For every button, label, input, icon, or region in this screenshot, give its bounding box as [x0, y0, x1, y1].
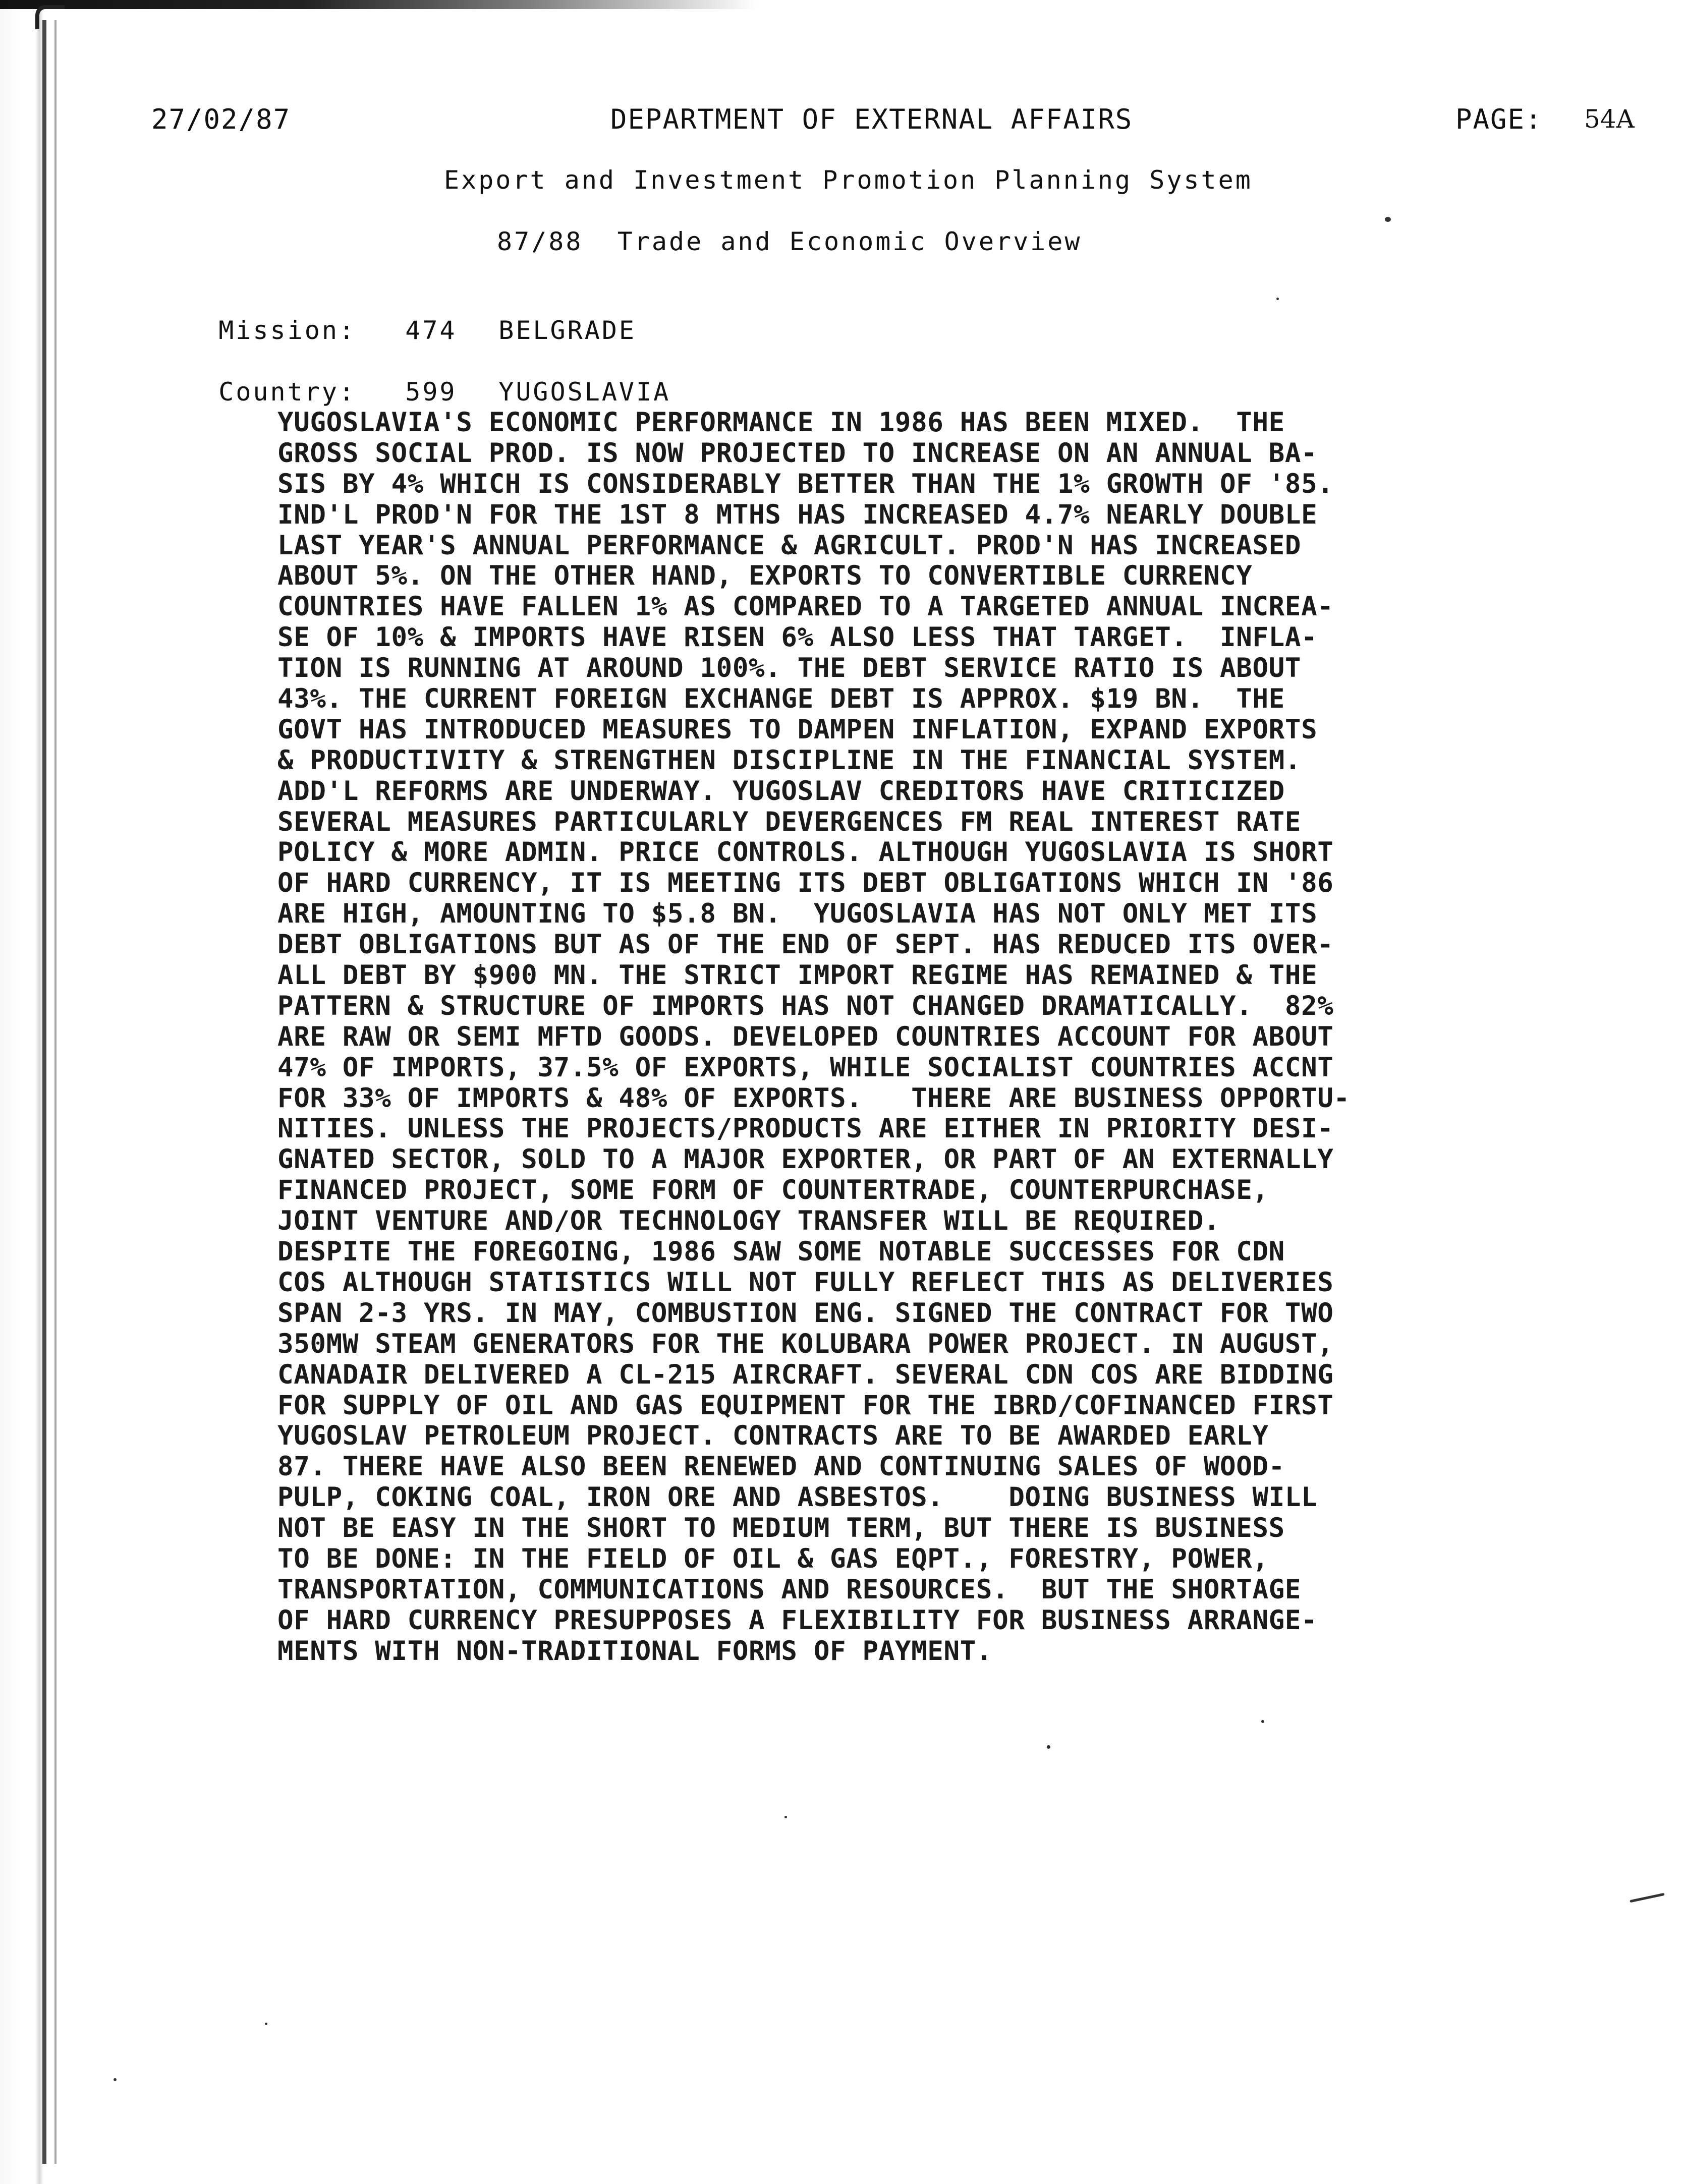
- body-line: ALL DEBT BY $900 MN. THE STRICT IMPORT REGIME HAS REMAINED & THE: [277, 960, 1318, 991]
- body-line: MENTS WITH NON-TRADITIONAL FORMS OF PAYMENT.: [277, 1635, 993, 1666]
- body-line: ABOUT 5%. ON THE OTHER HAND, EXPORTS TO CONVERTIBLE CURRENCY: [277, 560, 1253, 592]
- body-line: DESPITE THE FOREGOING, 1986 SAW SOME NOTABLE SUCCESSES FOR CDN: [277, 1236, 1285, 1268]
- scan-speck: [784, 1816, 787, 1818]
- mission-name: BELGRADE: [498, 316, 637, 345]
- body-line: ARE RAW OR SEMI MFTD GOODS. DEVELOPED COUNTRIES ACCOUNT FOR ABOUT: [277, 1021, 1334, 1052]
- country-row: [184, 348, 670, 407]
- page-label: PAGE:: [1455, 103, 1543, 135]
- body-line: YUGOSLAVIA'S ECONOMIC PERFORMANCE IN 1986 HAS BEEN MIXED. THE: [277, 407, 1285, 438]
- page-number: 54A: [1584, 104, 1635, 134]
- body-line: SIS BY 4% WHICH IS CONSIDERABLY BETTER THAN THE 1% GROWTH OF '85.: [277, 468, 1334, 499]
- body-line: 350MW STEAM GENERATORS FOR THE KOLUBARA POWER PROJECT. IN AUGUST,: [277, 1328, 1334, 1359]
- body-line: FOR SUPPLY OF OIL AND GAS EQUIPMENT FOR THE IBRD/COFINANCED FIRST: [277, 1390, 1334, 1421]
- body-line: CANADAIR DELIVERED A CL-215 AIRCRAFT. SEVERAL CDN COS ARE BIDDING: [277, 1359, 1334, 1390]
- scan-speck: [1276, 298, 1279, 300]
- body-line: COS ALTHOUGH STATISTICS WILL NOT FULLY REFLECT THIS AS DELIVERIES: [277, 1267, 1334, 1298]
- scan-speck: [1261, 1720, 1264, 1723]
- country-name: YUGOSLAVIA: [498, 377, 671, 407]
- body-line: GROSS SOCIAL PROD. IS NOW PROJECTED TO INCREASE ON AN ANNUAL BA-: [277, 437, 1318, 469]
- body-line: SEVERAL MEASURES PARTICULARLY DEVERGENCES FM REAL INTEREST RATE: [277, 806, 1302, 837]
- scan-edge-line: [42, 20, 46, 2164]
- body-line: FINANCED PROJECT, SOME FORM OF COUNTERTRADE, COUNTERPURCHASE,: [277, 1175, 1269, 1206]
- body-line: IND'L PROD'N FOR THE 1ST 8 MTHS HAS INCREASED 4.7% NEARLY DOUBLE: [277, 499, 1318, 530]
- body-line: TO BE DONE: IN THE FIELD OF OIL & GAS EQPT., FORESTRY, POWER,: [277, 1543, 1269, 1574]
- body-line: ADD'L REFORMS ARE UNDERWAY. YUGOSLAV CREDITORS HAVE CRITICIZED: [277, 775, 1285, 807]
- body-line: POLICY & MORE ADMIN. PRICE CONTROLS. ALTHOUGH YUGOSLAVIA IS SHORT: [277, 837, 1334, 868]
- body-line: LAST YEAR'S ANNUAL PERFORMANCE & AGRICULT. PROD'N HAS INCREASED: [277, 530, 1302, 561]
- scan-speck: [265, 2023, 267, 2025]
- body-line: GNATED SECTOR, SOLD TO A MAJOR EXPORTER, OR PART OF AN EXTERNALLY: [277, 1144, 1334, 1175]
- scan-edge-line-secondary: [54, 20, 57, 2164]
- department-title: DEPARTMENT OF EXTERNAL AFFAIRS: [610, 103, 1133, 135]
- mission-label: Mission:: [218, 316, 357, 345]
- mission-code: 474: [405, 316, 457, 345]
- body-line: FOR 33% OF IMPORTS & 48% OF EXPORTS. THERE ARE BUSINESS OPPORTU-: [277, 1082, 1350, 1114]
- body-line: 43%. THE CURRENT FOREIGN EXCHANGE DEBT IS APPROX. $19 BN. THE: [277, 683, 1285, 715]
- body-line: & PRODUCTIVITY & STRENGTHEN DISCIPLINE IN THE FINANCIAL SYSTEM.: [277, 744, 1302, 776]
- body-line: PULP, COKING COAL, IRON ORE AND ASBESTOS. DOING BUSINESS WILL: [277, 1482, 1318, 1513]
- body-line: 87. THERE HAVE ALSO BEEN RENEWED AND CONTINUING SALES OF WOOD-: [277, 1451, 1285, 1482]
- body-line: YUGOSLAV PETROLEUM PROJECT. CONTRACTS ARE TO BE AWARDED EARLY: [277, 1420, 1269, 1452]
- mission-row: [184, 286, 636, 345]
- body-line: OF HARD CURRENCY PRESUPPOSES A FLEXIBILITY FOR BUSINESS ARRANGE-: [277, 1604, 1318, 1636]
- scan-corner: [35, 5, 65, 29]
- country-code: 599: [405, 377, 457, 407]
- body-line: NITIES. UNLESS THE PROJECTS/PRODUCTS ARE EITHER IN PRIORITY DESI-: [277, 1113, 1334, 1144]
- system-title: Export and Investment Promotion Planning System: [444, 165, 1253, 195]
- scan-top-edge: [0, 0, 757, 9]
- overview-body: [277, 408, 1488, 1667]
- scan-speck: [114, 2078, 117, 2081]
- body-line: TION IS RUNNING AT AROUND 100%. THE DEBT SERVICE RATIO IS ABOUT: [277, 653, 1302, 684]
- scan-speck: [1385, 217, 1391, 222]
- scan-edge: [0, 0, 60, 2184]
- body-line: DEBT OBLIGATIONS BUT AS OF THE END OF SEPT. HAS REDUCED ITS OVER-: [277, 929, 1334, 960]
- body-line: GOVT HAS INTRODUCED MEASURES TO DAMPEN INFLATION, EXPAND EXPORTS: [277, 714, 1318, 745]
- body-line: 47% OF IMPORTS, 37.5% OF EXPORTS, WHILE SOCIALIST COUNTRIES ACCNT: [277, 1052, 1334, 1083]
- body-line: OF HARD CURRENCY, IT IS MEETING ITS DEBT OBLIGATIONS WHICH IN '86: [277, 868, 1334, 899]
- body-line: ARE HIGH, AMOUNTING TO $5.8 BN. YUGOSLAVIA HAS NOT ONLY MET ITS: [277, 898, 1318, 930]
- body-line: COUNTRIES HAVE FALLEN 1% AS COMPARED TO A TARGETED ANNUAL INCREA-: [277, 591, 1334, 622]
- body-line: SPAN 2-3 YRS. IN MAY, COMBUSTION ENG. SIGNED THE CONTRACT FOR TWO: [277, 1297, 1334, 1329]
- country-label: Country:: [218, 377, 357, 407]
- scan-speck: [1630, 1893, 1665, 1903]
- body-line: SE OF 10% & IMPORTS HAVE RISEN 6% ALSO LESS THAT TARGET. INFLA-: [277, 622, 1318, 653]
- document-date: 27/02/87: [151, 103, 291, 135]
- overview-title: 87/88 Trade and Economic Overview: [497, 227, 1082, 256]
- body-line: NOT BE EASY IN THE SHORT TO MEDIUM TERM, BUT THERE IS BUSINESS: [277, 1513, 1285, 1544]
- body-line: JOINT VENTURE AND/OR TECHNOLOGY TRANSFER WILL BE REQUIRED.: [277, 1205, 1220, 1237]
- body-line: PATTERN & STRUCTURE OF IMPORTS HAS NOT CHANGED DRAMATICALLY. 82%: [277, 990, 1334, 1021]
- scan-speck: [1047, 1745, 1050, 1749]
- body-line: TRANSPORTATION, COMMUNICATIONS AND RESOURCES. BUT THE SHORTAGE: [277, 1574, 1302, 1605]
